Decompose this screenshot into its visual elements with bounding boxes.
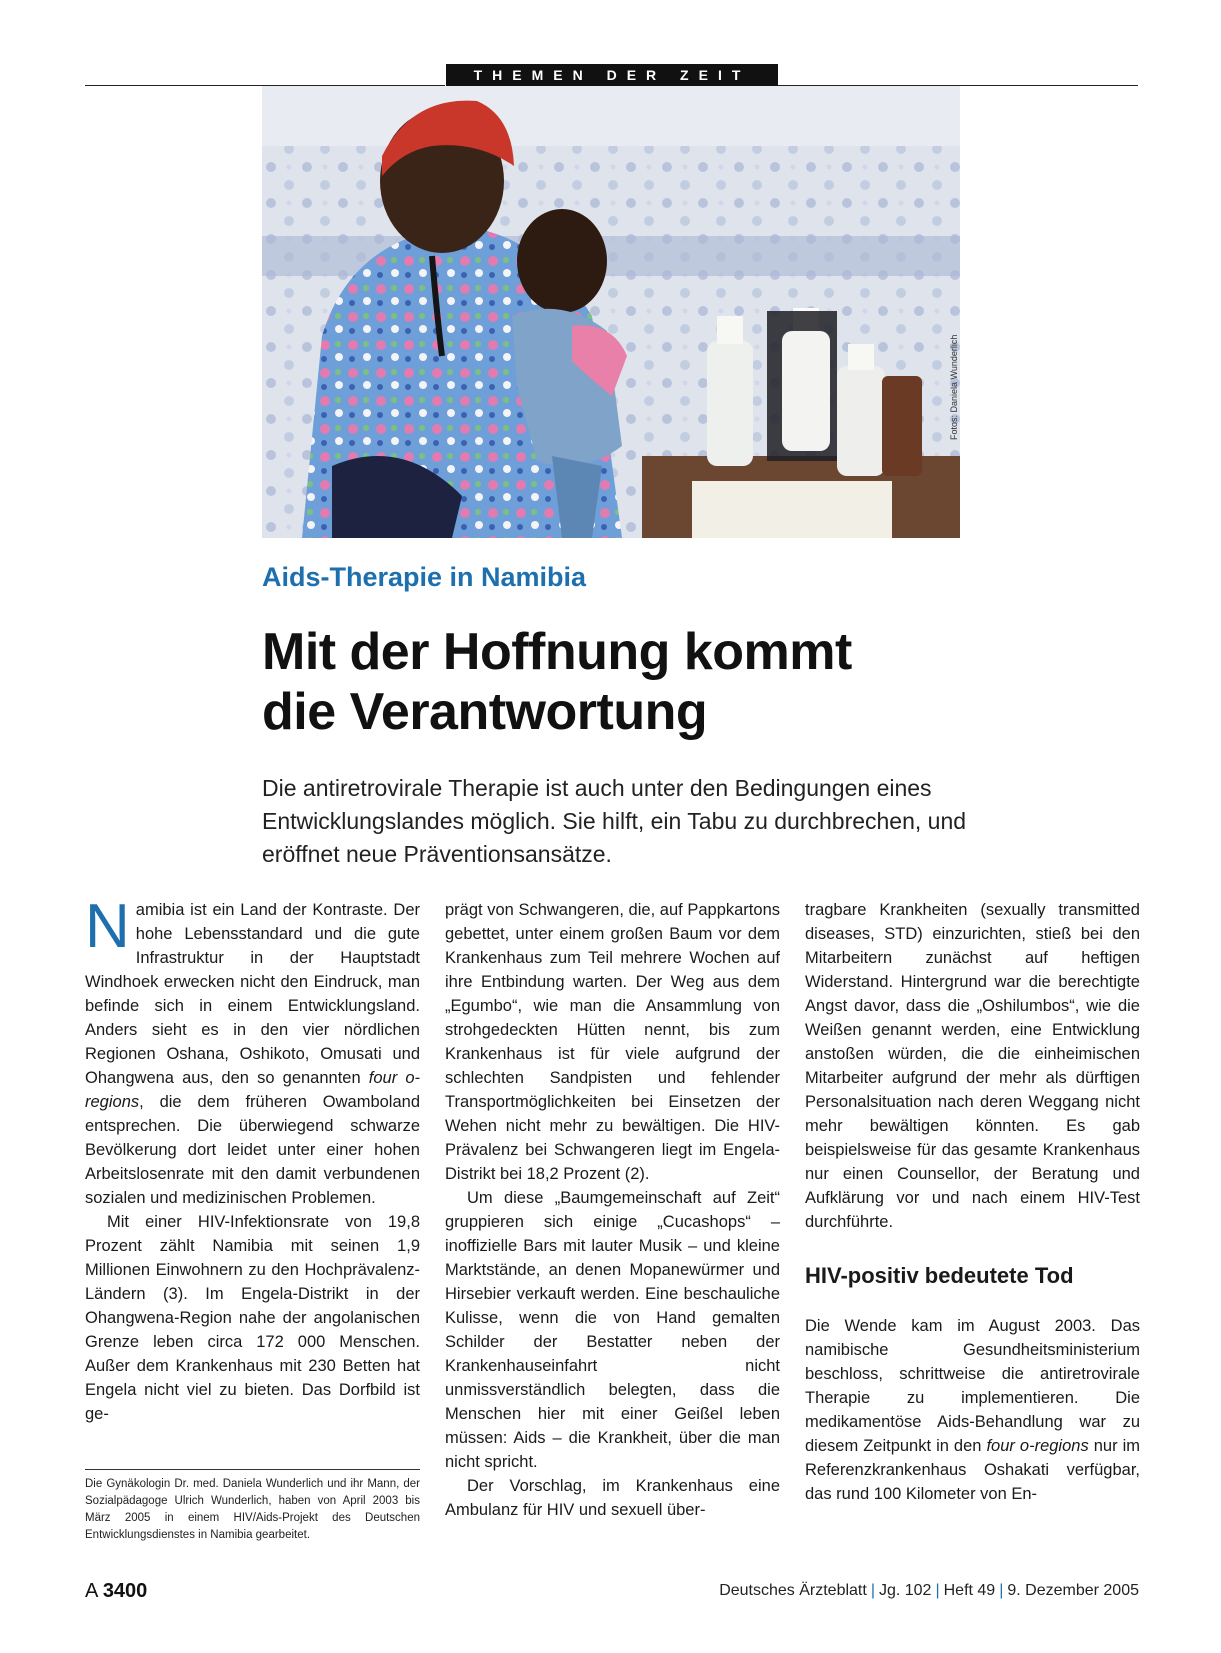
section-label: THEMEN DER ZEIT — [446, 64, 778, 86]
paragraph — [85, 892, 421, 1210]
page-number — [85, 1580, 147, 1603]
paragraph: tragbare Krankheiten (sexually transmitted diseases, STD) einzurichten, stieß bei den Mitarbeitern zunächst auf heftigen Widerstand. Hintergrund war die berechtigte Angst davor, dass die „Oshilumbos“, wie die Weißen genannt werden, eine Entwicklung anstoßen würden, die die einheimischen Mitarbeiter aufgrund der mehr als dürftigen Personalsituation nach deren Weggang nicht mehr bewältigen könnten. Es gab beispielsweise für das gesamte Krankenhaus nur einen Counsellor, der Beratung und Aufklärung vor und nach einem HIV-Test durchführte. — [805, 901, 1140, 1231]
body-column-1 — [85, 892, 421, 1426]
body-column-2 — [445, 898, 780, 1522]
paragraph — [805, 1314, 1140, 1506]
footer-separator: | — [870, 1582, 875, 1599]
paragraph-text: , die dem früheren Owamboland entsprechen. Die überwiegend schwarze Bevölkerung dort leidet unter einer hohen Arbeitslosenrate mit den damit verbundenen sozialen und medizinischen Problemen. — [85, 1093, 420, 1207]
subheading: HIV-positiv bedeutete Tod — [805, 1263, 1074, 1288]
paragraph-text: amibia ist ein Land der Kontraste. Der hohe Lebensstandard und die gute Infrastruktur in der Hauptstadt Windhoek erwecken nicht den Eindruck, man befinde sich in einem Entwicklungsland. Anders sieht es in den vier nördlichen Regionen Oshana, Oshikoto, Omusati und Ohangwena aus, den so genannten — [85, 901, 420, 1087]
paragraph-emphasis: four o-regions — [986, 1437, 1089, 1455]
journal-issue: Heft 49 — [943, 1582, 996, 1599]
photo-credit: Fotos: Daniela Wunderlich — [949, 334, 959, 440]
paragraph: Mit einer HIV-Infektionsrate von 19,8 Prozent zählt Namibia mit seinen 1,9 Millionen Einwohnern zu den Hochprävalenz-Ländern (3). Im Engela-Distrikt in der Ohangwena-Region nahe der angolanischen Grenze leben circa 172 000 Menschen. Außer dem Krankenhaus mit 230 Betten hat Engela nicht viel zu bieten. Das Dorfbild ist ge- — [85, 1213, 420, 1423]
body-column-3 — [805, 898, 1140, 1506]
headline-line-2: die Verantwortung — [262, 683, 708, 741]
page-prefix: A — [85, 1580, 98, 1602]
paragraph-text: nur im Referenzkrankenhaus Oshakati verfügbar, das rund 100 Kilometer von En- — [805, 1437, 1140, 1503]
article-teaser: Die antiretrovirale Therapie ist auch unter den Bedingungen eines Entwicklungslandes möglich. Sie hilft, ein Tabu zu durchbrechen, und eröffnet neue Präventionsansätze. — [262, 775, 967, 867]
drop-cap: N — [85, 892, 130, 961]
page-number-value: 3400 — [102, 1580, 148, 1602]
journal-date: 9. Dezember 2005 — [1007, 1582, 1139, 1599]
journal-volume: Jg. 102 — [878, 1582, 932, 1599]
paragraph-emphasis: four o-regions — [85, 1069, 421, 1111]
paragraph-text: Die Wende kam im August 2003. Das namibische Gesundheitsministerium beschloss, schrittweise die antiretrovirale Therapie zu implementieren. Die medikamentöse Aids-Behandlung war zu diesem Zeitpunkt in den — [805, 1317, 1140, 1455]
paragraph: prägt von Schwangeren, die, auf Pappkartons gebettet, unter einem großen Baum vor dem Krankenhaus zum Teil mehrere Wochen auf ihre Entbindung warten. Der Weg aus dem „Egumbo“, wie man die Ansammlung von strohgedeckten Hütten nennt, bis zum Krankenhaus ist für viele aufgrund der schlechten Sandpisten und fehlender Transportmöglichkeiten bei Einsetzen der Wehen nicht mehr zu bewältigen. Die HIV-Prävalenz bei Schwangeren liegt im Engela-Distrikt bei 18,2 Prozent (2). — [445, 901, 780, 1183]
article-kicker: Aids-Therapie in Namibia — [262, 562, 587, 592]
footnote-rule — [85, 1469, 420, 1470]
article-photo — [262, 86, 960, 538]
journal-footer — [719, 1582, 1139, 1600]
footer-separator: | — [935, 1582, 940, 1599]
article-headline — [262, 622, 1122, 742]
headline-line-1: Mit der Hoffnung kommt — [262, 623, 852, 681]
paragraph: Um diese „Baumgemeinschaft auf Zeit“ gruppieren sich einige „Cucashops“ – inoffizielle Bars mit lauter Musik – und kleine Marktstände, an denen Mopanewürmer und Hirsebier verkauft werden. Eine beschauliche Kulisse, wenn die von Hand gemalten Schilder der Bestatter neben der Krankenhauseinfahrt nicht unmissverständlich belegten, dass die Menschen hier mit einer Geißel leben müssen: Aids – die Krankheit, über die man nicht spricht. — [445, 1189, 780, 1471]
paragraph: Der Vorschlag, im Krankenhaus eine Ambulanz für HIV und sexuell über- — [445, 1477, 780, 1519]
author-footnote: Die Gynäkologin Dr. med. Daniela Wunderlich und ihr Mann, der Sozialpädagoge Ulrich Wunderlich, haben von April 2003 bis März 2005 in einem HIV/Aids-Projekt des Deutschen Entwicklungsdienstes in Namibia gearbeitet. — [85, 1478, 420, 1541]
journal-name: Deutsches Ärzteblatt — [719, 1582, 867, 1599]
footer-separator: | — [999, 1582, 1004, 1599]
